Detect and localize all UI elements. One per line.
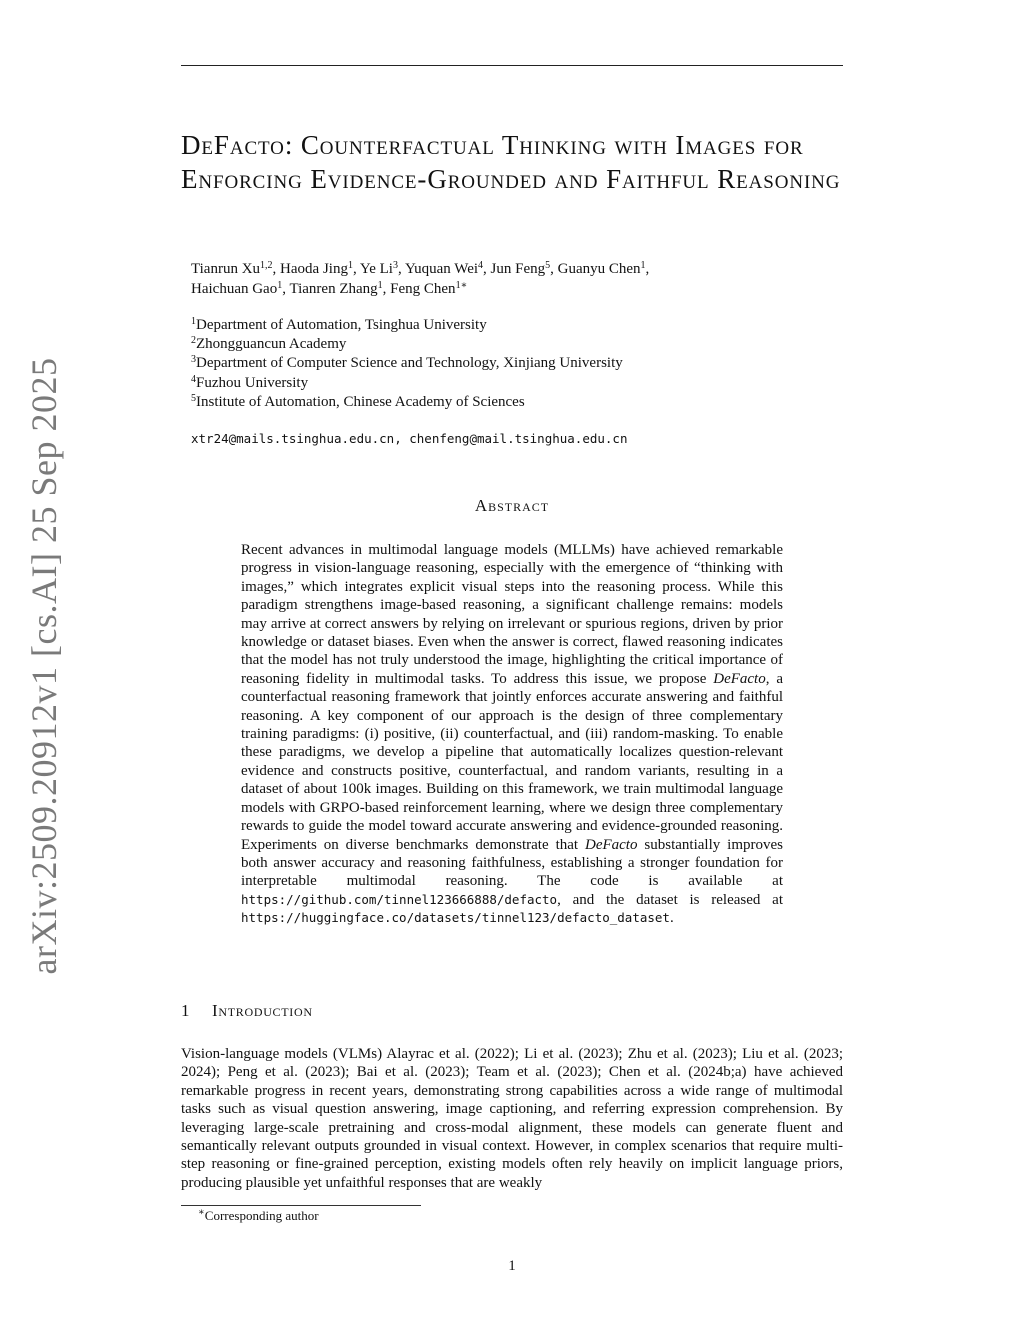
code-link[interactable]: https://github.com/tinnel123666888/defacto bbox=[241, 891, 558, 907]
author-corresponding: Feng Chen$^{1∗}$ bbox=[390, 279, 468, 297]
section-heading-introduction bbox=[181, 1001, 313, 1021]
author-emails: xtr24@mails.tsinghua.edu.cn, chenfeng@mail.tsinghua.edu.cn bbox=[191, 431, 628, 446]
section-number: 1 bbox=[181, 1001, 191, 1020]
author-list: Tianrun Xu$^{1,2}$, Haoda Jing$^1$, Ye Li$^3$, Yuquan Wei$^4$, Jun Feng$^5$, Guanyu Chen$^1$, Haichuan Gao$^1$, Tianren Zhang$^1$, Feng Chen$^{1∗}$ bbox=[191, 260, 650, 297]
author: Haichuan Gao$^1$ bbox=[191, 279, 283, 297]
page-number: 1 bbox=[508, 1258, 516, 1274]
author: Tianren Zhang$^1$ bbox=[289, 279, 383, 297]
author: Haoda Jing$^1$ bbox=[280, 260, 353, 277]
affiliation-list bbox=[191, 316, 811, 412]
author: Guanyu Chen$^1$ bbox=[557, 260, 646, 277]
section-title: Introduction bbox=[212, 1001, 313, 1020]
author: Jun Feng$^5$ bbox=[490, 260, 551, 277]
author: Ye Li$^3$ bbox=[359, 260, 398, 277]
affiliation: $^4$Fuzhou University bbox=[191, 373, 309, 391]
author: Tianrun Xu$^{1,2}$ bbox=[191, 260, 273, 277]
affiliation: $^2$Zhongguancun Academy bbox=[191, 335, 347, 353]
dataset-link[interactable]: https://huggingface.co/datasets/tinnel123/defacto_dataset bbox=[241, 910, 670, 926]
affiliation: $^1$Department of Automation, Tsinghua University bbox=[191, 316, 487, 333]
title-rest: Counterfactual Thinking with Images for Enforcing Evidence-Grounded and Faithful Reasoning bbox=[181, 130, 841, 194]
top-rule bbox=[181, 65, 843, 66]
method-name: DeFacto bbox=[585, 836, 638, 853]
introduction-paragraph: Vision-language models (VLMs) Alayrac et al. (2022); Li et al. (2023); Zhu et al. (2023); Liu et al. (2023; 2024); Peng et al. (2023); Bai et al. (2023); Team et al. (2023); Chen et al. (2024b;a) have achieved remarkable progress in recent years, demonstrating strong capabilities across a wide range of multimodal tasks such as visual question answering, image captioning, and referring expression comprehension. By leveraging large-scale pretraining and cross-modal alignment, these models can generate fluent and semantically relevant outputs grounded in visual context. However, in complex scenarios that require multi-step reasoning or fine-grained perception, existing models often rely heavily on implicit language priors, producing plausible yet unfaithful responses that are weakly bbox=[181, 1046, 843, 1191]
method-name: DeFacto bbox=[713, 670, 766, 687]
paper-title bbox=[181, 128, 845, 196]
footnote-rule bbox=[181, 1205, 421, 1206]
affiliation: $^5$Institute of Automation, Chinese Academy of Sciences bbox=[191, 392, 525, 410]
abstract-heading: Abstract bbox=[474, 496, 550, 515]
footnote-mark: ∗ bbox=[198, 1207, 205, 1218]
affiliation: $^3$Department of Computer Science and Technology, Xinjiang University bbox=[191, 354, 623, 372]
footnote: ∗Corresponding author bbox=[198, 1207, 319, 1223]
abstract-body: Recent advances in multimodal language models (MLLMs) have achieved remarkable progress in vision-language reasoning, especially with the emergence of “thinking with images,” which integrates explicit visual steps into the reasoning process. While this paradigm strengthens image-based reasoning, a significant challenge remains: models may arrive at correct answers by relying on irrelevant or spurious regions, driven by prior knowledge or dataset biases. Even when the answer is correct, flawed reasoning indicates that the model has not truly understood the image, highlighting the critical importance of reasoning fidelity in multimodal tasks. To address this issue, we propose DeFacto, a counterfactual reasoning framework that jointly enforces accurate answering and faithful reasoning. A key component of our approach is the design of three complementary training paradigms: (i) positive, (ii) counterfactual, and (iii) random-masking. To enable these paradigms, we develop a pipeline that automatically localizes question-relevant evidence and constructs positive, counterfactual, and random variants, resulting in a dataset of about 100k images. Building on this framework, we train multimodal language models with GRPO-based reinforcement learning, where we design three complementary rewards to guide the model toward accurate answering and evidence-grounded reasoning. Experiments on diverse benchmarks demonstrate that DeFacto substantially improves both answer accuracy and reasoning faithfulness, establishing a stronger foundation for interpretable multimodal reasoning. The code is available at https://github.com/tinnel123666888/defacto, and the dataset is released at https://huggingface.co/datasets/tinnel123/defacto_dataset. bbox=[241, 542, 784, 927]
arxiv-identifier-stamp: arXiv:2509.20912v1 [cs.AI] 25 Sep 2025 bbox=[24, 357, 64, 975]
title-colon: : bbox=[284, 130, 301, 160]
title-method-name: DeFacto bbox=[181, 130, 285, 160]
author: Yuquan Wei$^4$ bbox=[404, 260, 484, 277]
